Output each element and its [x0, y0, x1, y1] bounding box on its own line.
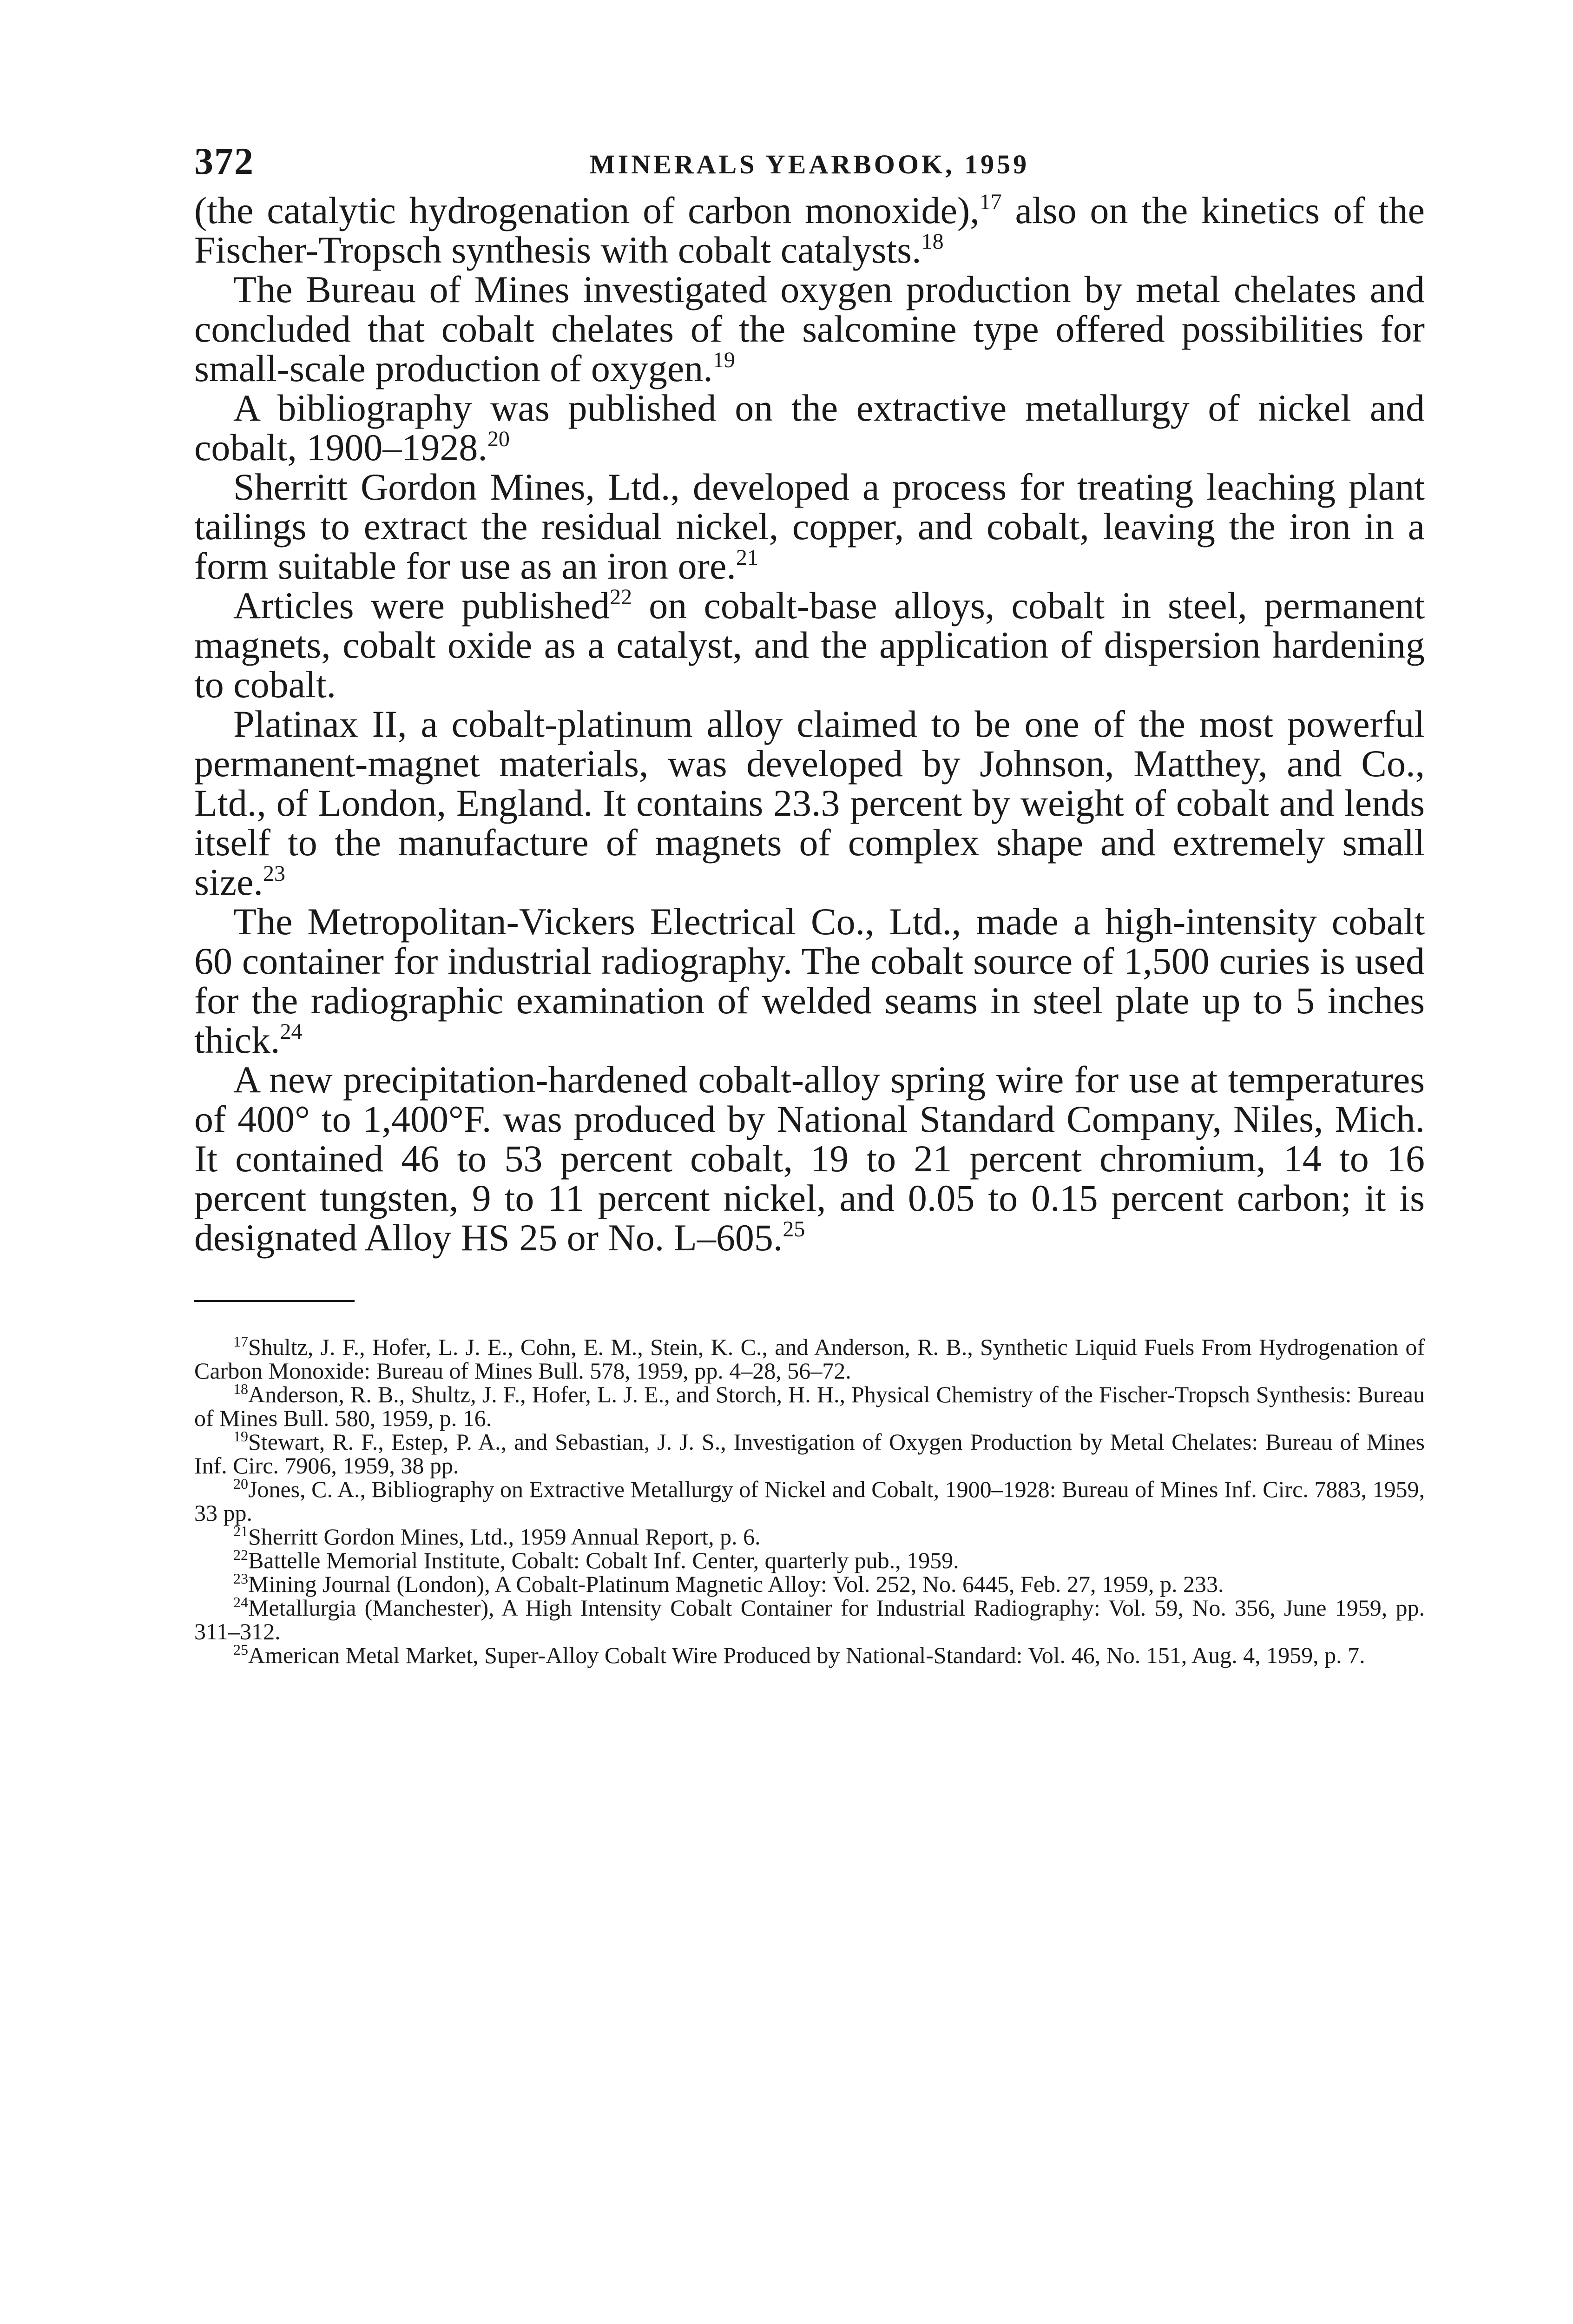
footnote-number: 25: [233, 1641, 248, 1658]
footnote-ref: 22: [610, 585, 632, 609]
page-number: 372: [194, 140, 254, 182]
footnote: [194, 1641, 1425, 1668]
footnote-text: Sherritt Gordon Mines, Ltd., 1959 Annual Report, p. 6.: [248, 1524, 761, 1550]
footnote: [194, 1596, 1425, 1644]
body-text: [194, 191, 1425, 1257]
footnote-number: 22: [233, 1546, 248, 1563]
footnote-text: American Metal Market, Super-Alloy Cobalt Wire Produced by National-Standard: Vol. 46, No. 151, Aug. 4, 1959, p. 7.: [248, 1642, 1365, 1668]
footnote-text: Metallurgia (Manchester), A High Intensity Cobalt Container for Industrial Radiography: Vol. 59, No. 356, June 1959, pp. 311–312.: [194, 1595, 1425, 1644]
footnote-ref: 18: [921, 229, 944, 254]
paragraph-text: (the catalytic hydrogenation of carbon monoxide),: [194, 189, 980, 231]
footnote-number: 18: [233, 1380, 248, 1397]
paragraph-text: The Bureau of Mines investigated oxygen production by metal chelates and concluded that cobalt chelates of the salcomine type offered possibilities for small-scale production of oxygen.: [194, 268, 1425, 390]
footnote-text: Mining Journal (London), A Cobalt-Platinum Magnetic Alloy: Vol. 252, No. 6445, Feb. 27, 1959, p. 233.: [248, 1571, 1224, 1597]
footnote-number: 21: [233, 1523, 248, 1539]
paragraph-text: A bibliography was published on the extractive metallurgy of nickel and cobalt, 1900–1928.: [194, 387, 1425, 469]
footnote-ref: 23: [263, 861, 285, 886]
paragraph: [194, 388, 1425, 467]
footnote-number: 23: [233, 1570, 248, 1587]
page: [194, 139, 1425, 1667]
paragraph-text: Platinax II, a cobalt-platinum alloy claimed to be one of the most powerful permanent-magnet materials, was developed by Johnson, Matthey, and Co., Ltd., of London, England. It contains 23.3 percent by weight of cobalt and lends itself to the manufacture of magnets of complex shape and extremely small size.: [194, 703, 1425, 903]
footnote: [194, 1546, 1425, 1573]
paragraph: [194, 270, 1425, 388]
footnote-ref: 20: [487, 427, 510, 451]
footnote: [194, 1380, 1425, 1431]
footnote-ref: 17: [979, 190, 1002, 214]
footnote-number: 17: [233, 1333, 248, 1350]
paragraph-text: A new precipitation-hardened cobalt-alloy spring wire for use at temperatures of 400° to 1,400°F. was produced by National Standard Company, Niles, Mich. It contained 46 to 53 percent cobalt, 19 to 21 percent chromium, 14 to 16 percent tungsten, 9 to 11 percent nickel, and 0.05 to 0.15 percent carbon; it is designated Alloy HS 25 or No. L–605.: [194, 1058, 1425, 1259]
footnote-text: Shultz, J. F., Hofer, L. J. E., Cohn, E. M., Stein, K. C., and Anderson, R. B., Synthetic Liquid Fuels From Hydrogenation of Carbon Monoxide: Bureau of Mines Bull. 578, 1959, pp. 4–28, 56–72.: [194, 1334, 1425, 1384]
paragraph: [194, 191, 1425, 270]
footnote-text: Stewart, R. F., Estep, P. A., and Sebastian, J. J. S., Investigation of Oxygen Production by Metal Chelates: Bureau of Mines Inf. Circ. 7906, 1959, 38 pp.: [194, 1429, 1425, 1479]
paragraph-text: on cobalt-base alloys, cobalt in steel, permanent magnets, cobalt oxide as a catalyst, and the application of dispersion hardening to cobalt.: [194, 584, 1425, 706]
running-title: MINERALS YEARBOOK, 1959: [589, 149, 1030, 179]
paragraph: [194, 1060, 1425, 1257]
paragraph-text: Articles were published: [233, 584, 610, 627]
footnote: [194, 1475, 1425, 1526]
footnote-divider: [194, 1300, 355, 1302]
footnote-text: Anderson, R. B., Shultz, J. F., Hofer, L. J. E., and Storch, H. H., Physical Chemistry of the Fischer-Tropsch Synthesis: Bureau of Mines Bull. 580, 1959, p. 16.: [194, 1381, 1425, 1431]
footnotes: [194, 1335, 1425, 1667]
footnote-number: 19: [233, 1428, 248, 1445]
footnote-ref: 21: [736, 545, 758, 570]
footnote: [194, 1430, 1425, 1478]
footnote-number: 20: [233, 1475, 248, 1492]
footnote-text: Battelle Memorial Institute, Cobalt: Cobalt Inf. Center, quarterly pub., 1959.: [248, 1547, 959, 1573]
footnote: [194, 1335, 1425, 1383]
footnote-ref: 24: [280, 1019, 303, 1044]
paragraph: [194, 704, 1425, 902]
footnote: [194, 1572, 1425, 1596]
footnote: [194, 1525, 1425, 1549]
paragraph-text: also on the kinetics of the Fischer-Tropsch synthesis with cobalt catalysts.: [194, 189, 1425, 271]
paragraph-text: Sherritt Gordon Mines, Ltd., developed a process for treating leaching plant tailings to extract the residual nickel, copper, and cobalt, leaving the iron in a form suitable for use as an iron ore.: [194, 466, 1425, 587]
running-head: [194, 139, 1425, 191]
paragraph: [194, 902, 1425, 1060]
footnote-text: Jones, C. A., Bibliography on Extractive Metallurgy of Nickel and Cobalt, 1900–1928: Bureau of Mines Inf. Circ. 7883, 1959, 33 pp.: [194, 1476, 1425, 1526]
footnote-number: 24: [233, 1594, 248, 1611]
footnote-ref: 19: [712, 348, 735, 372]
paragraph-text: The Metropolitan-Vickers Electrical Co., Ltd., made a high-intensity cobalt 60 container for industrial radiography. The cobalt source of 1,500 curies is used for the radiographic examination of welded seams in steel plate up to 5 inches thick.: [194, 900, 1425, 1061]
footnote-ref: 25: [783, 1217, 805, 1241]
paragraph: [194, 467, 1425, 586]
paragraph: [194, 586, 1425, 704]
